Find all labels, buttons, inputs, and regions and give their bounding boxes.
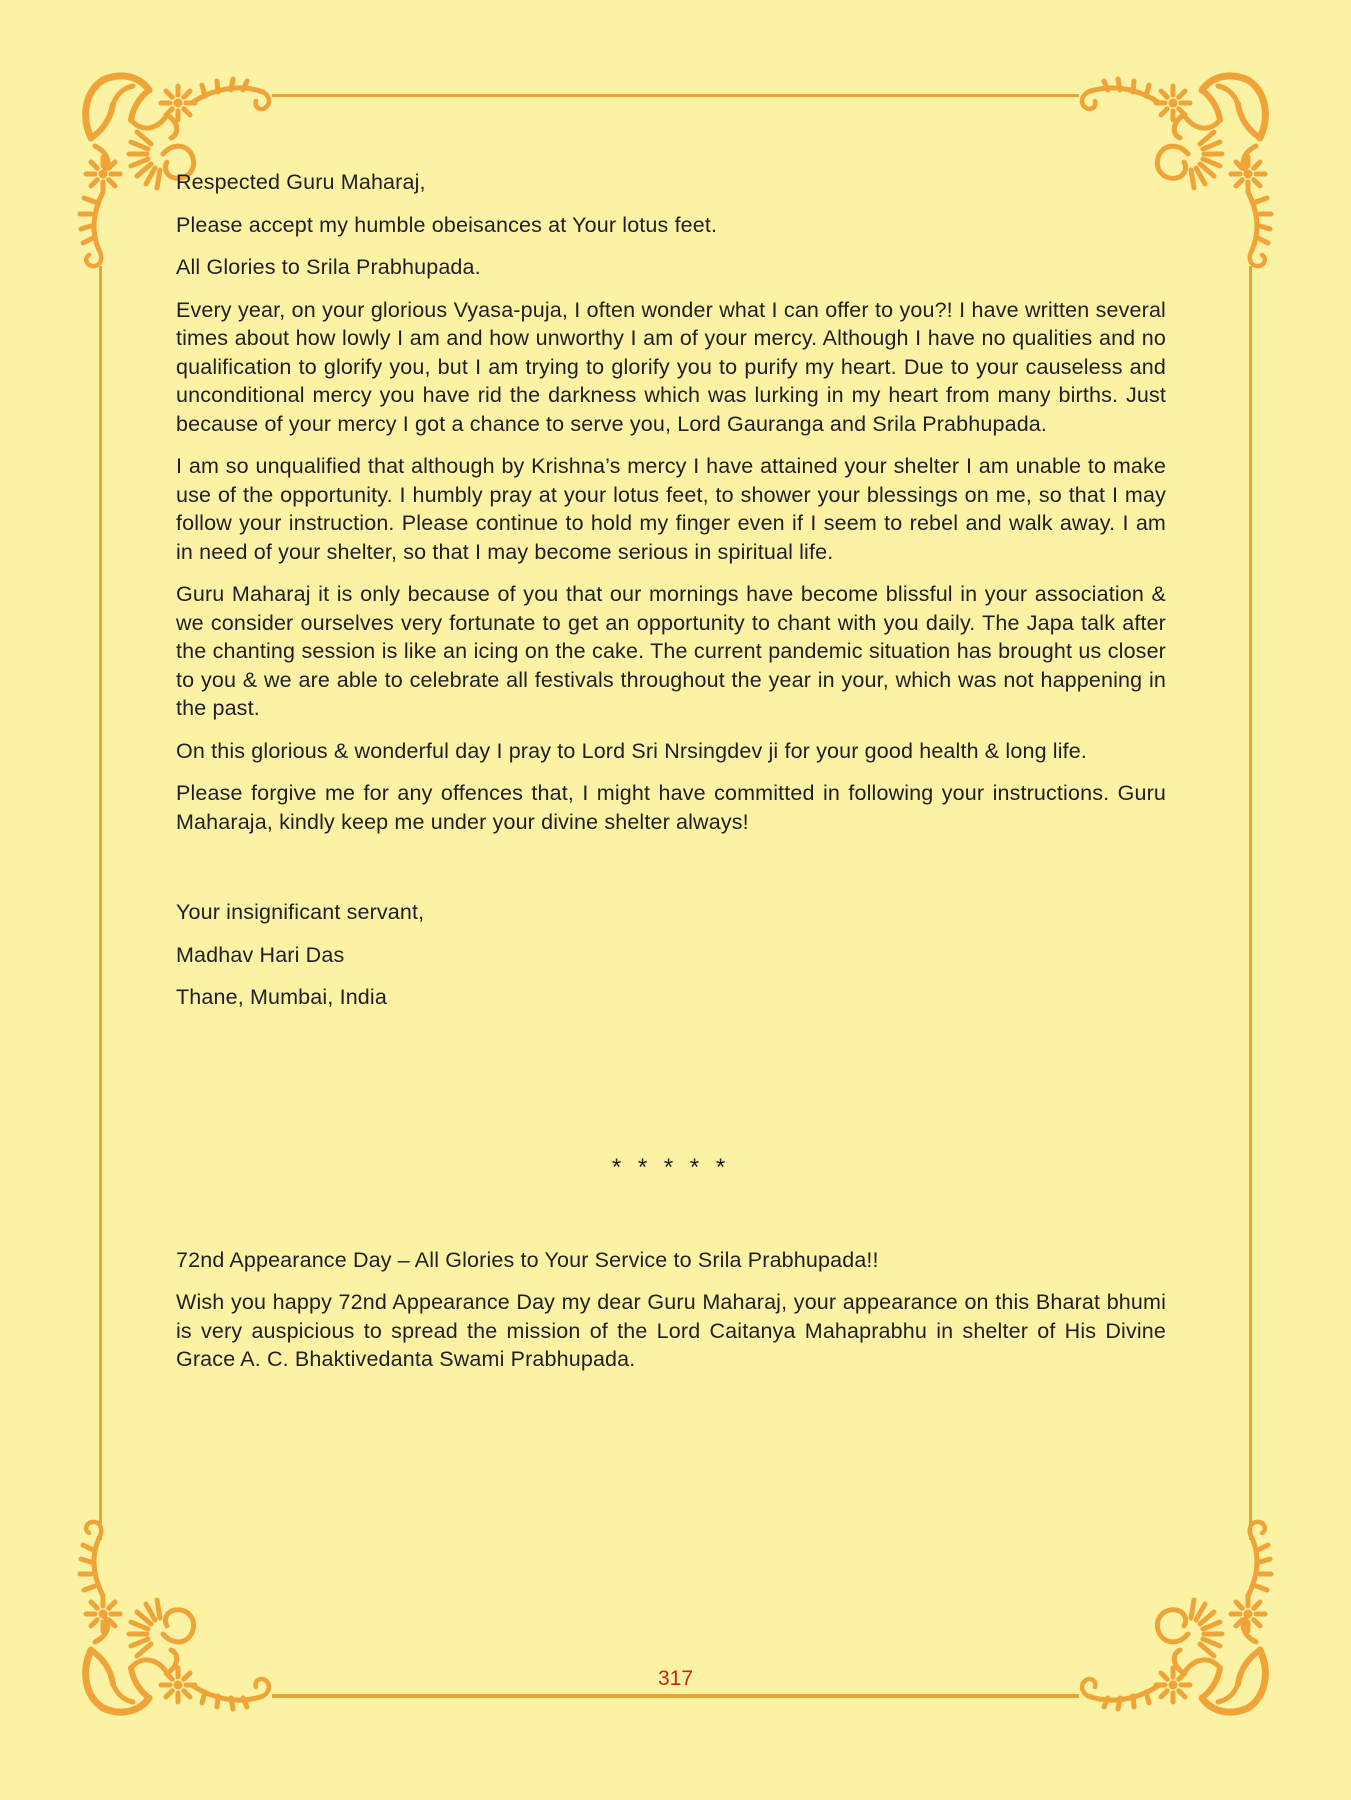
signoff-name: Madhav Hari Das [176,942,345,967]
letter-glories-line: All Glories to Srila Prabhupada. [176,255,481,279]
border-line-bottom [272,1694,1079,1698]
next-letter-section [176,1140,1166,1388]
signature-block [176,898,1166,1012]
letter-paragraph: Every year, on your glorious Vyasa-puja, I often wonder what I can offer to you?! I have written several times about how lowly I am and how unworthy I am of your mercy. Although I have no qualities and no qualification to glorify you, but I am trying to glorify you to purify my heart. Due to your causeless and unconditional mercy you have rid the darkness which was lurking in my heart from many births. Just because of your mercy I got a chance to serve you, Lord Gauranga and Srila Prabhupada. [176,297,1166,436]
letter-salutation: Respected Guru Maharaj, [176,170,426,194]
signoff-location: Thane, Mumbai, India [176,985,387,1009]
letter-body [176,168,1166,1026]
letter-paragraph: Guru Maharaj it is only because of you that our mornings have become blissful in your association & we consider ourselves very fortunate to get an opportunity to chant with you daily. The Japa talk after the chanting session is like an icing on the cake. The current pandemic situation has brought us closer to you & we are able to celebrate all festivals throughout the year in your, which was not happening in the past. [176,582,1166,720]
letter-paragraph: On this glorious & wonderful day I pray to Lord Sri Nrsingdev ji for your good health & long life. [176,738,1088,763]
page-number: 317 [657,1667,694,1690]
letter-paragraph: I am so unqualified that although by Krishna’s mercy I have attained your shelter I am unable to make use of the opportunity. I humbly pray at your lotus feet, to shower your blessings on me, so that I may follow your instruction. Please continue to hold my finger even if I seem to rebel and walk away. I am in need of your shelter, so that I may become serious in spiritual life. [176,454,1166,564]
border-line-top [272,94,1079,97]
section-separator-stars: * * * * * [611,1154,731,1181]
border-line-right [1249,266,1252,1540]
letter-obeisance-line: Please accept my humble obeisances at Your lotus feet. [176,212,718,237]
border-line-left [99,266,102,1540]
signoff-line: Your insignificant servant, [176,900,425,924]
letter-paragraph: Please forgive me for any offences that, I might have committed in following your instructions. Guru Maharaja, kindly keep me under your divine shelter always! [176,781,1166,834]
next-letter-paragraph: Wish you happy 72nd Appearance Day my dear Guru Maharaj, your appearance on this Bharat bhumi is very auspicious to spread the mission of the Lord Caitanya Mahaprabhu in shelter of His Divine Grace A. C. Bhaktivedanta Swami Prabhupada. [176,1290,1166,1371]
next-letter-heading: 72nd Appearance Day – All Glories to Your Service to Srila Prabhupada!! [176,1247,879,1272]
